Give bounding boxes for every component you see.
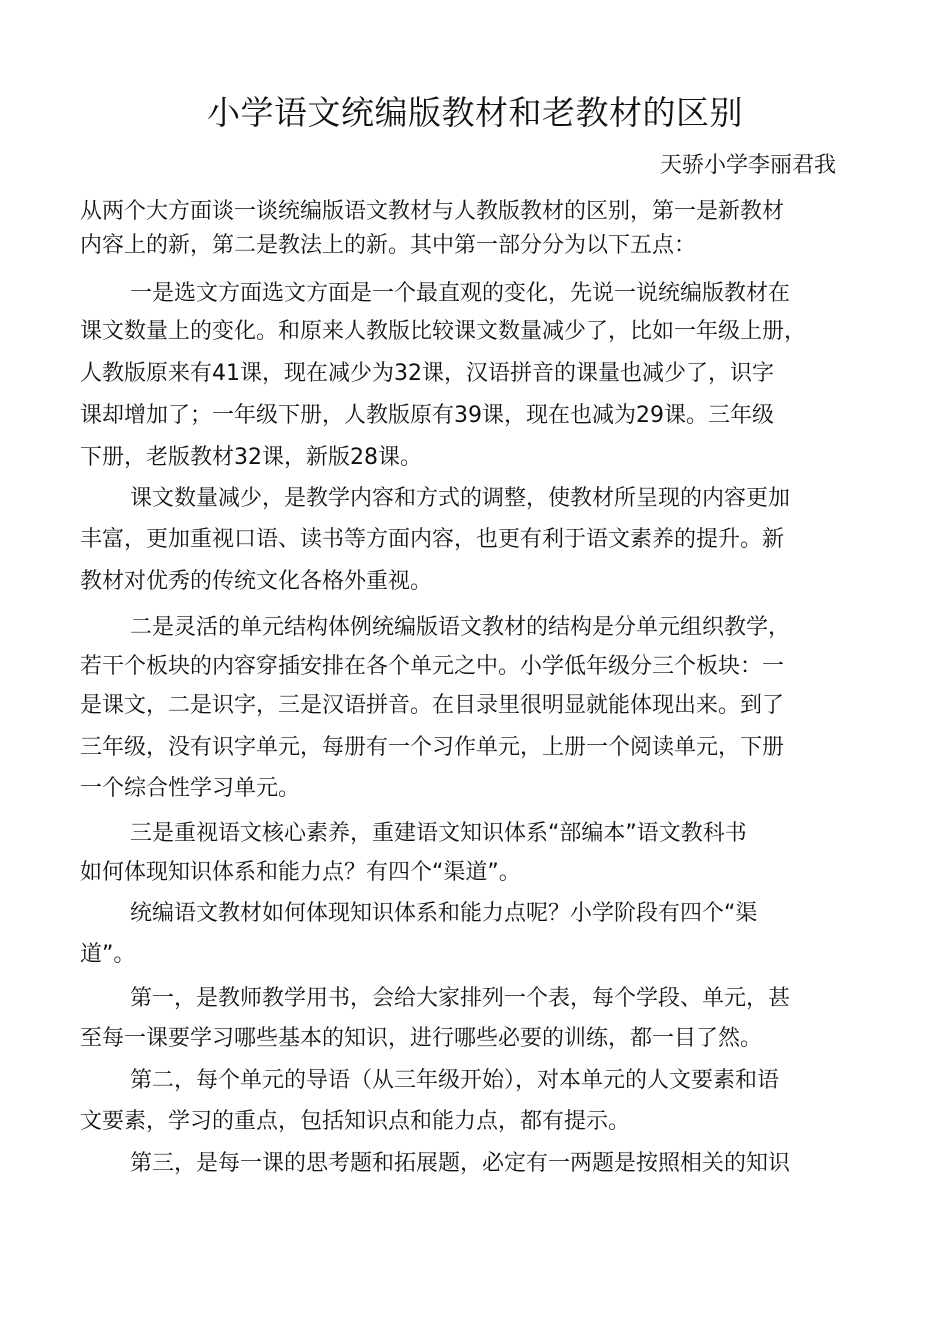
- text-line: 统编语文教材如何体现知识体系和能力点呢？小学阶段有四个“渠: [130, 901, 758, 926]
- text-line: 第二，每个单元的导语（从三年级开始），对本单元的人文要素和语: [130, 1068, 780, 1093]
- text-line: 至每一课要学习哪些基本的知识，进行哪些必要的训练，都一目了然。: [80, 1026, 763, 1051]
- text-line: 课文数量上的变化。和原来人教版比较课文数量减少了，比如一年级上册，: [80, 319, 807, 344]
- text-line: 课却增加了；一年级下册，人教版原有39课，现在也减为29课。三年级: [80, 403, 774, 428]
- text-line: 第一，是教师教学用书，会给大家排列一个表，每个学段、单元，甚: [130, 986, 791, 1011]
- text-line: 文要素，学习的重点，包括知识点和能力点，都有提示。: [80, 1109, 631, 1134]
- text-line: 人教版原来有41课，现在减少为32课，汉语拼音的课量也减少了，识字: [80, 361, 774, 386]
- text-line: 从两个大方面谈一谈统编版语文教材与人教版教材的区别，第一是新教材: [80, 199, 785, 224]
- text-line: 第三，是每一课的思考题和拓展题，必定有一两题是按照相关的知识: [130, 1151, 791, 1176]
- document-author: 天骄小学李丽君我: [660, 153, 837, 178]
- text-line: 二是灵活的单元结构体例统编版语文教材的结构是分单元组织教学，: [130, 615, 791, 640]
- text-line: 三是重视语文核心素养，重建语文知识体系“部编本”语文教科书: [130, 821, 747, 846]
- text-line: 是课文，二是识字，三是汉语拼音。在目录里很明显就能体现出来。到了: [80, 693, 785, 718]
- document-title: 小学语文统编版教材和老教材的区别: [207, 93, 743, 132]
- text-line: 教材对优秀的传统文化各格外重视。: [80, 569, 433, 594]
- text-line: 丰富，更加重视口语、读书等方面内容，也更有利于语文素养的提升。新: [80, 527, 785, 552]
- text-line: 道”。: [80, 942, 136, 967]
- text-line: 一是选文方面选文方面是一个最直观的变化，先说一说统编版教材在: [130, 281, 791, 306]
- text-line: 三年级，没有识字单元，每册有一个习作单元，上册一个阅读单元，下册: [80, 735, 785, 760]
- text-line: 下册，老版教材32课，新版28课。: [80, 445, 422, 470]
- text-line: 若干个板块的内容穿插安排在各个单元之中。小学低年级分三个板块：一: [80, 654, 785, 679]
- text-line: 课文数量减少，是教学内容和方式的调整，使教材所呈现的内容更加: [130, 486, 791, 511]
- text-line: 如何体现知识体系和能力点？有四个“渠道”。: [80, 860, 521, 885]
- text-line: 内容上的新，第二是教法上的新。其中第一部分分为以下五点：: [80, 233, 697, 258]
- text-line: 一个综合性学习单元。: [80, 776, 301, 801]
